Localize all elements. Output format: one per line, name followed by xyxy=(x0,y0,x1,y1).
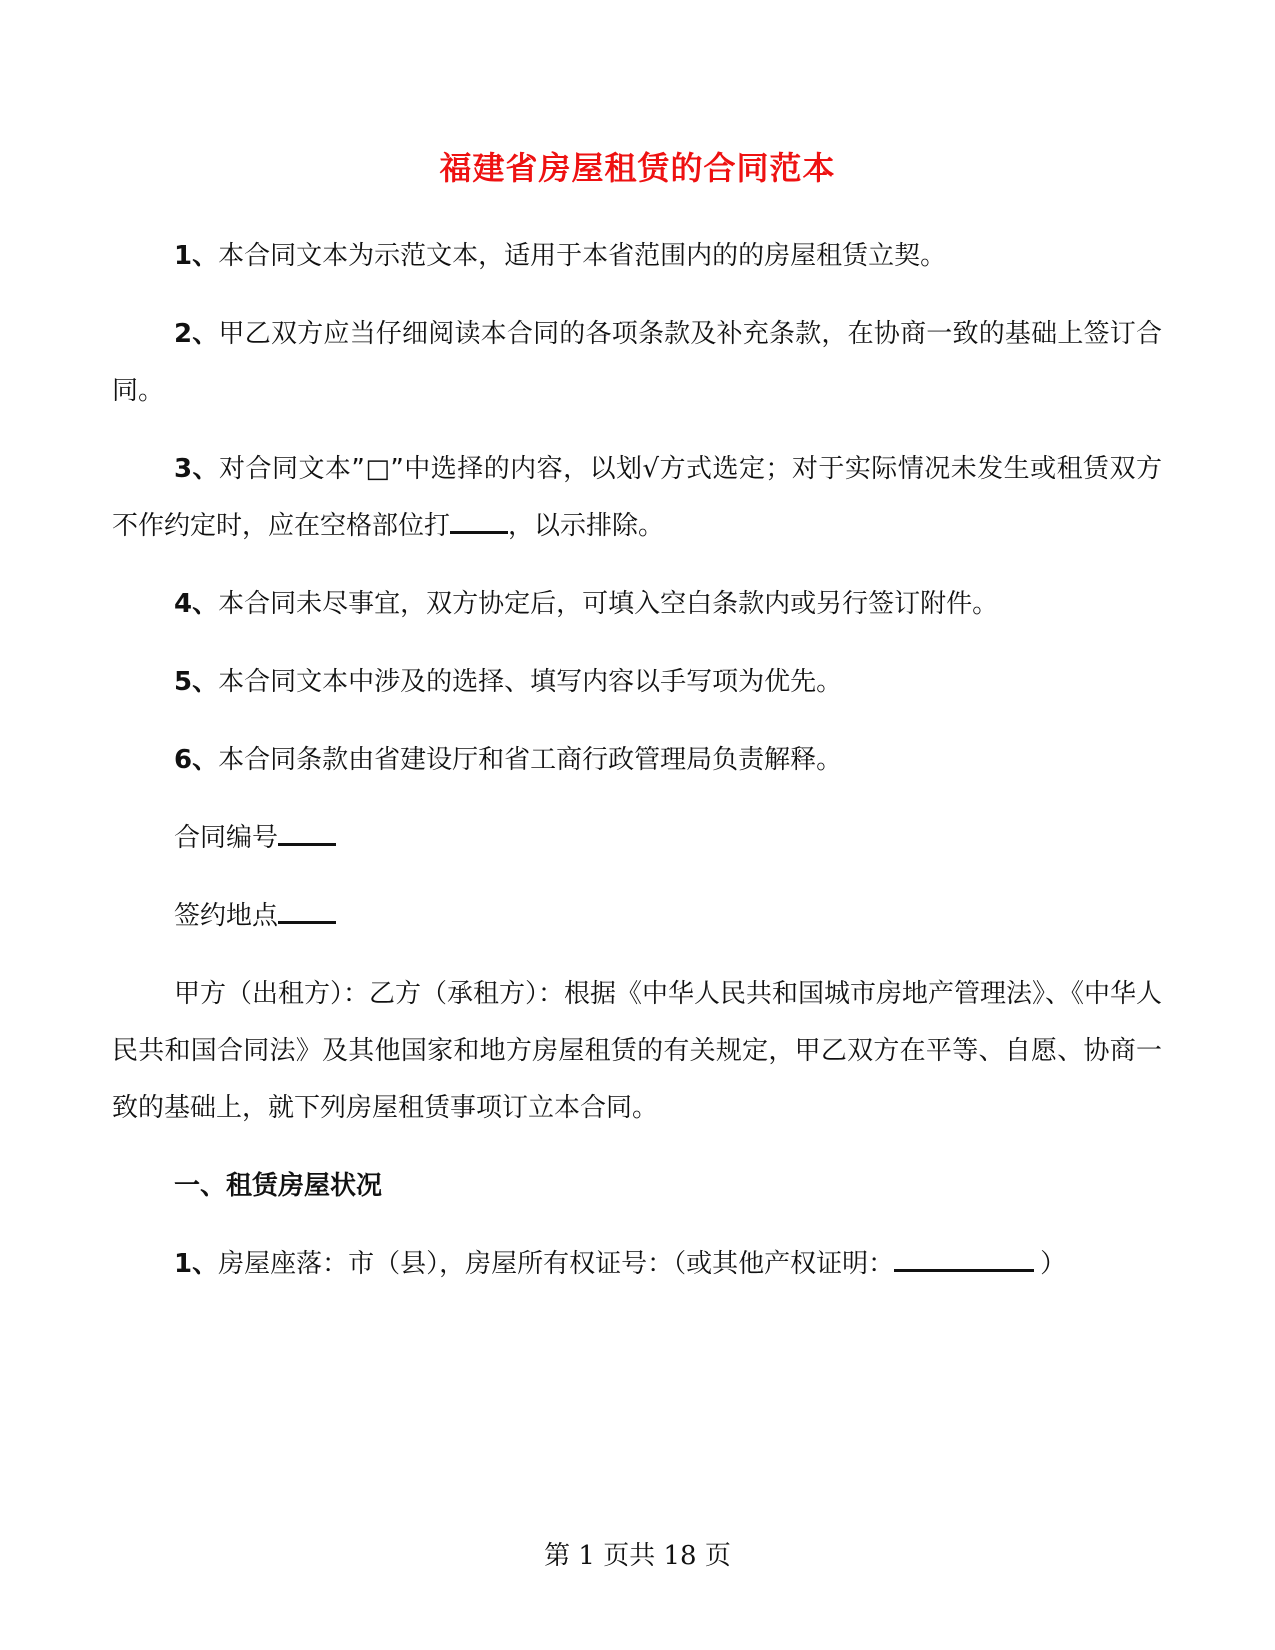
signing-place-line xyxy=(112,888,1162,945)
document-title: 福建省房屋租赁的合同范本 xyxy=(439,149,836,187)
contract-number-label: 合同编号 xyxy=(174,823,279,853)
property-certificate-blank-cont[interactable] xyxy=(1020,1239,1034,1272)
instruction-2 xyxy=(112,306,1162,420)
paragraph-text: 本合同文本为示范文本，适用于本省范围内的的房屋租赁立契。 xyxy=(218,241,947,271)
page-footer: 第 1 页共 18 页 xyxy=(544,1541,731,1571)
paragraph-text: 甲乙双方应当仔细阅读本合同的各项条款及补充条款，在协商一致的基础上签订合同。 xyxy=(112,319,1162,406)
item-number: 1、 xyxy=(174,241,219,271)
instruction-6 xyxy=(112,732,1162,789)
instruction-5 xyxy=(112,654,1162,711)
item-number: 4、 xyxy=(174,589,219,619)
blank-line[interactable] xyxy=(450,501,508,534)
paragraph-text: 房屋座落：市（县），房屋所有权证号：（或其他产权证明： xyxy=(218,1249,895,1279)
instruction-1 xyxy=(112,228,1162,285)
document-body xyxy=(112,228,1162,1314)
contract-number-blank[interactable] xyxy=(278,813,336,846)
paragraph-text: ，以示排除。 xyxy=(508,511,665,541)
instruction-4 xyxy=(112,576,1162,633)
section-heading: 一、租赁房屋状况 xyxy=(174,1171,383,1201)
item-number: 5、 xyxy=(174,667,219,697)
paragraph-text: 本合同文本中涉及的选择、填写内容以手写项为优先。 xyxy=(218,667,843,697)
property-certificate-blank[interactable] xyxy=(894,1239,1020,1272)
contract-number-line xyxy=(112,810,1162,867)
signing-place-label: 签约地点 xyxy=(174,901,279,931)
paragraph-text: 本合同条款由省建设厅和省工商行政管理局负责解释。 xyxy=(218,745,843,775)
item-number: 3、 xyxy=(174,454,220,484)
paragraph-text: 本合同未尽事宜，双方协定后，可填入空白条款内或另行签订附件。 xyxy=(218,589,999,619)
item-number: 2、 xyxy=(174,319,219,349)
instruction-3 xyxy=(112,441,1162,555)
parties-paragraph: 甲方（出租方）：乙方（承租方）：根据《中华人民共和国城市房地产管理法》、《中华人民共和国合同法》及其他国家和地方房屋租赁的有关规定，甲乙双方在平等、自愿、协商一致的基础上，就下列房屋租赁事项订立本合同。 xyxy=(112,979,1163,1123)
item-number: 6、 xyxy=(174,745,219,775)
item-number: 1、 xyxy=(174,1249,219,1279)
paragraph-text: 对合同文本”□”中选择的内容，以划√方式选定；对于实际情况未发生或租赁双方不作约定时，应在空格部位打 xyxy=(112,454,1162,541)
paragraph-text: ） xyxy=(1040,1249,1067,1279)
house-location-item xyxy=(112,1236,1162,1293)
signing-place-blank[interactable] xyxy=(278,891,336,924)
